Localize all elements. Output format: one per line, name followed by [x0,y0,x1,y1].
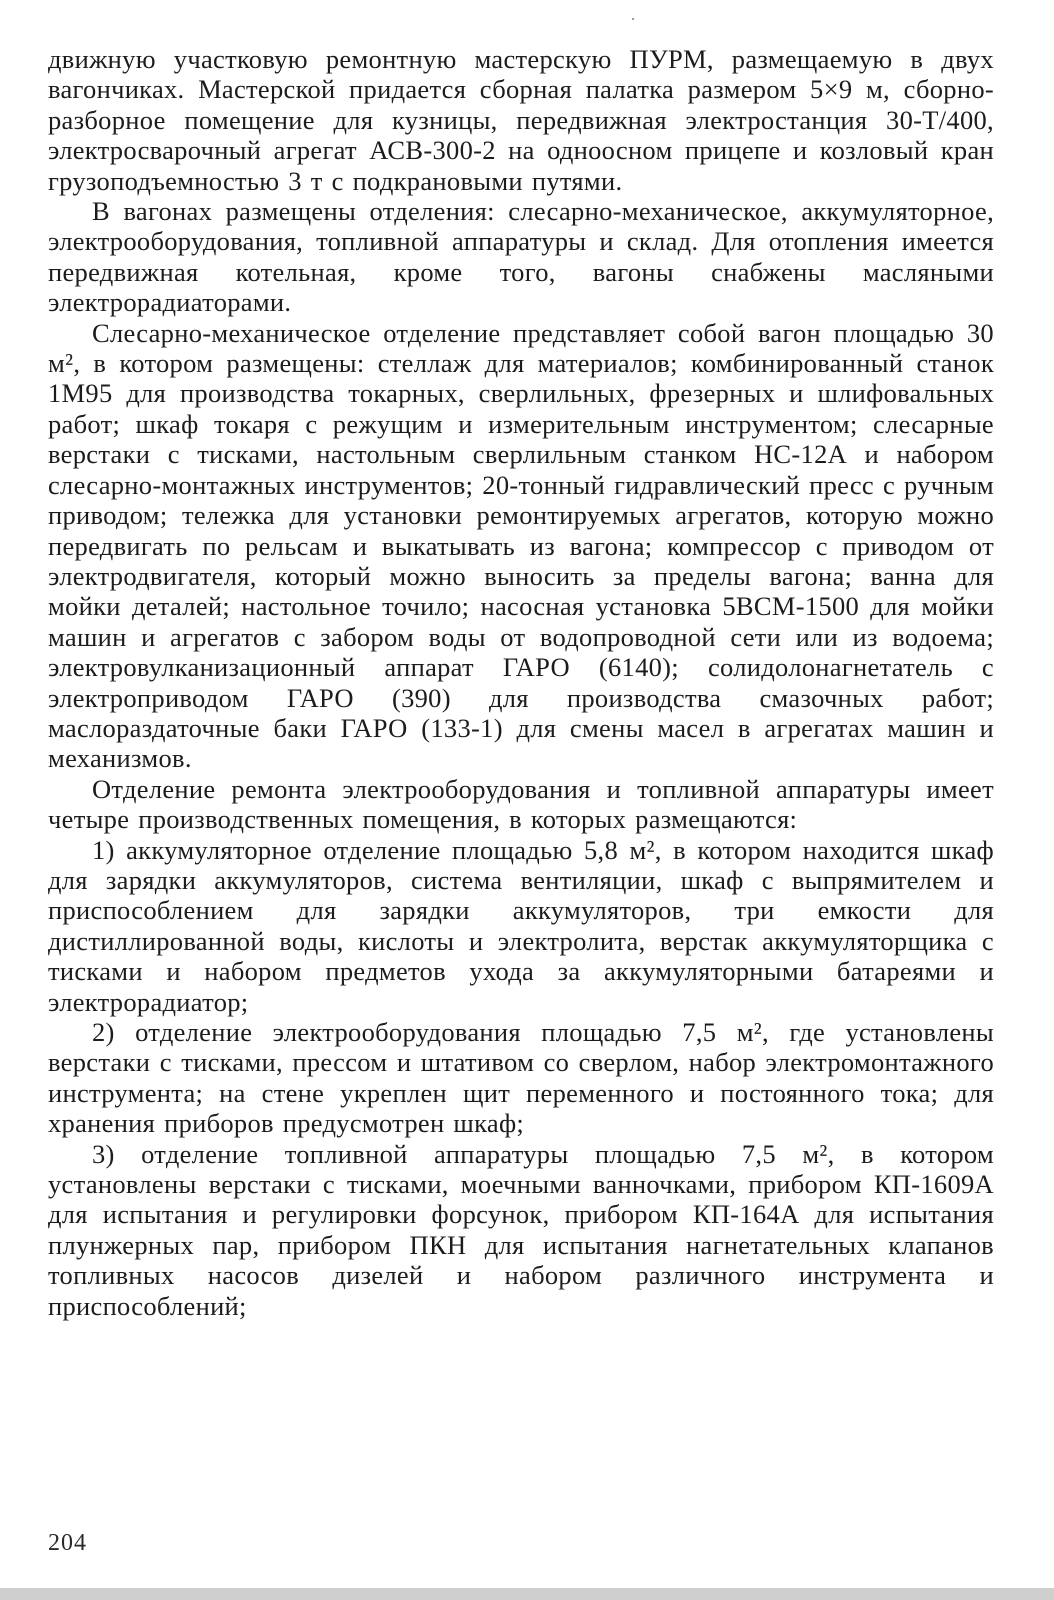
list-item-electrical-room: 2) отделение электрооборудования площадью 7,5 м², где установлены верстаки с тисками, прессом и штативом со сверлом, набор электромонтажного инструмента; на стене укреплен щит переменного и постоянного тока; для хранения приборов предусмотрен шкаф; [48,1017,994,1139]
page-number: 204 [48,1530,87,1556]
body-text [48,44,994,1321]
paragraph-wagon-sections: В вагонах размещены отделения: слесарно-механическое, аккумуляторное, электрооборудования, топливной аппаратуры и склад. Для отопления имеется передвижная котельная, кроме того, вагоны снабжены масляными электрорадиаторами. [48,196,994,318]
paragraph-mechanical-section: Слесарно-механическое отделение представляет собой вагон площадью 30 м², в котором размещены: стеллаж для материалов; комбинированный станок 1М95 для производства токарных, сверлильных, фрезерных и шлифовальных работ; шкаф токаря с режущим и измерительным инструментом; слесарные верстаки с тисками, настольным сверлильным станком НС-12А и набором слесарно-монтажных инструментов; 20-тонный гидравлический пресс с ручным приводом; тележка для установки ремонтируемых агрегатов, которую можно передвигать по рельсам и выкатывать из вагона; компрессор с приводом от электродвигателя, который можно выносить за пределы вагона; ванна для мойки деталей; настольное точило; насосная установка 5ВСМ-1500 для мойки машин и агрегатов с забором воды от водопроводной сети или из водоема; электровулканизационный аппарат ГАРО (6140); солидолонагнетатель с электроприводом ГАРО (390) для производства смазочных работ; маслораздаточные баки ГАРО (133-1) для смены масел в агрегатах машин и механизмов. [48,317,994,774]
list-item-battery-room: 1) аккумуляторное отделение площадью 5,8 м², в котором находится шкаф для зарядки аккумуляторов, система вентиляции, шкаф с выпрямителем и приспособлением для зарядки аккумуляторов, три емкости для дистиллированной воды, кислоты и электролита, верстак аккумуляторщика с тисками и набором предметов ухода за аккумуляторными батареями и электрорадиатор; [48,834,994,1017]
print-speck [632,18,634,20]
paragraph-electrical-fuel-intro: Отделение ремонта электрооборудования и топливной аппаратуры имеет четыре производственных помещения, в которых размещаются: [48,773,994,835]
paragraph-pyrm-intro: движную участковую ремонтную мастерскую ПУРМ, размещаемую в двух вагончиках. Мастерской придается сборная палатка размером 5×9 м, сборно-разборное помещение для кузницы, передвижная электростанция 30-Т/400, электросварочный агрегат АСВ-300-2 на одноосном прицепе и козловый кран грузоподъемностью 3 т с подкрановыми путями. [48,44,994,196]
list-item-fuel-equipment-room: 3) отделение топливной аппаратуры площадью 7,5 м², в котором установлены верстаки с тисками, моечными ванночками, прибором КП-1609А для испытания и регулировки форсунок, прибором КП-164А для испытания плунжерных пар, прибором ПКН для испытания нагнетательных клапанов топливных насосов дизелей и набором различного инструмента и приспособлений; [48,1138,994,1321]
scan-bottom-edge [0,1588,1054,1600]
